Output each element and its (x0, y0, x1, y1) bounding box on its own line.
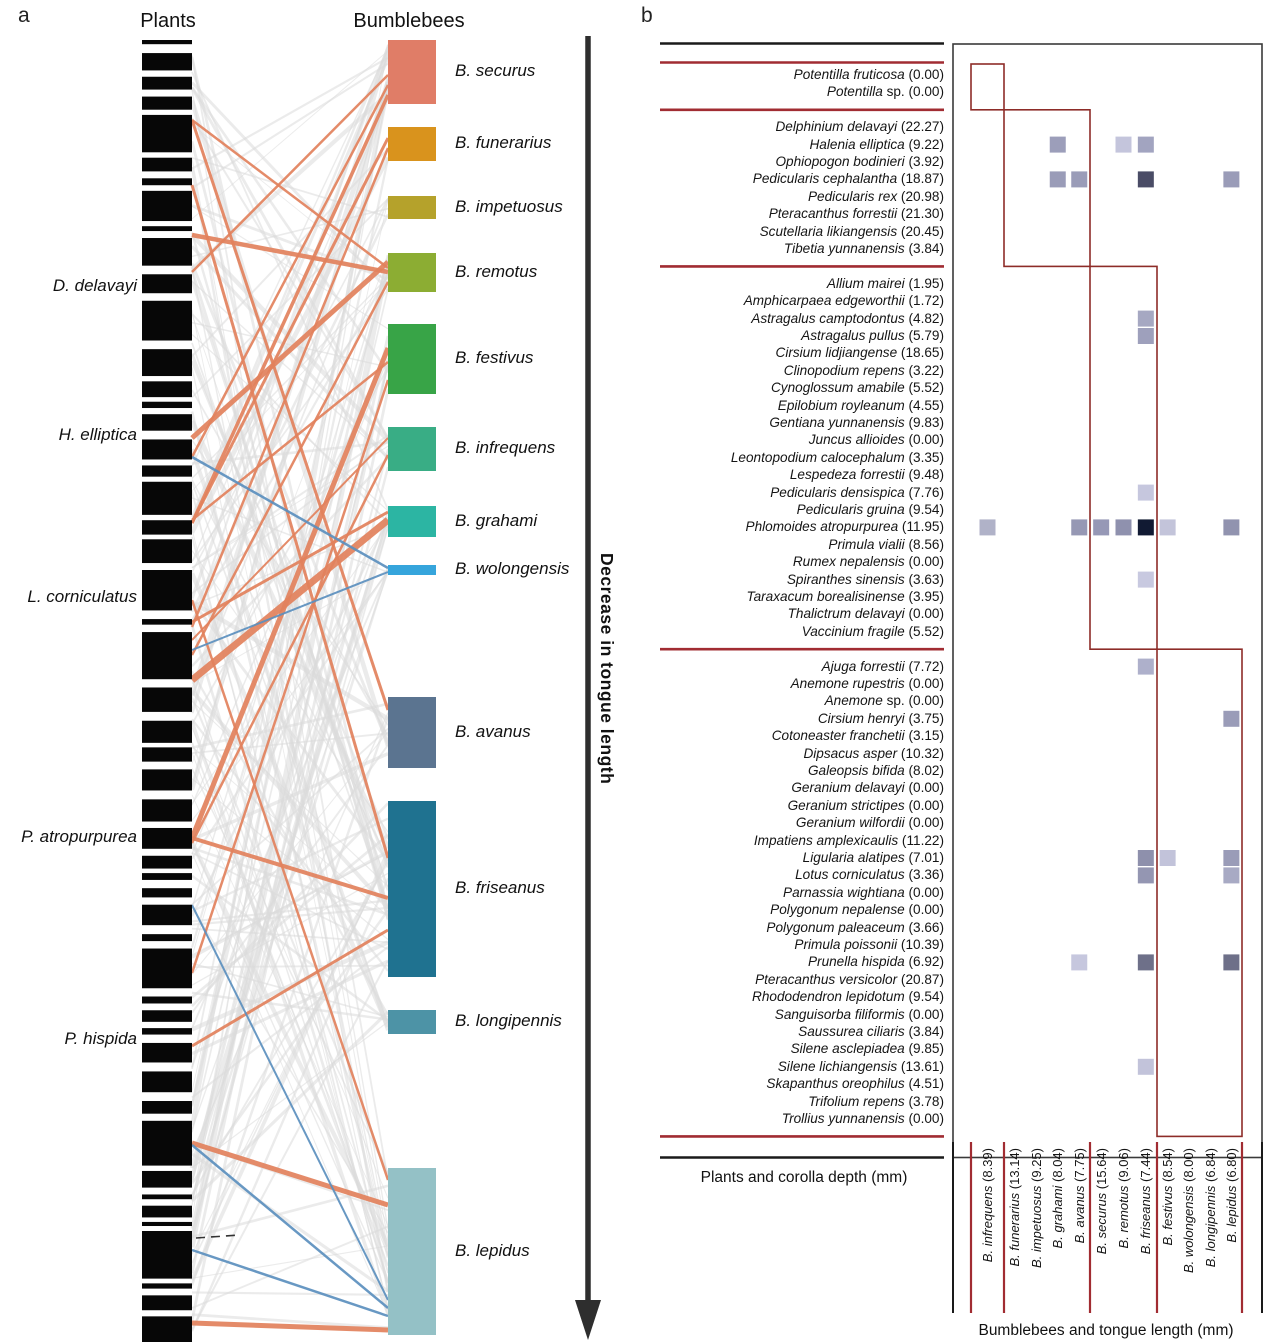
plants-axis-caption: Plants and corolla depth (mm) (700, 1169, 908, 1186)
plant-row-label: Juncus allioides (0.00) (808, 432, 944, 448)
plant-row-label: Rumex nepalensis (0.00) (792, 554, 944, 570)
plant-bar (142, 1071, 192, 1092)
plant-bar (142, 747, 192, 761)
bee-label: B. lepidus (455, 1240, 530, 1260)
plant-bar (142, 828, 192, 849)
matrix-cell (1138, 572, 1154, 588)
bee-label: B. festivus (455, 348, 534, 367)
plant-row-label: Polygonum nepalense (0.00) (770, 902, 944, 918)
bee-label: B. grahami (455, 510, 538, 530)
matrix-cell (1138, 954, 1154, 970)
plant-bar (142, 97, 192, 110)
bee-column-label: B. longipennis (6.84) (1202, 1148, 1218, 1268)
matrix-cell (1071, 519, 1087, 535)
plant-bar (142, 1010, 192, 1022)
matrix-cell (1138, 171, 1154, 187)
bee-node-1 (388, 127, 436, 161)
matrix-cell (1160, 519, 1176, 535)
bee-label: B. longipennis (455, 1011, 562, 1030)
bee-node-11 (388, 1168, 436, 1335)
plant-bar (142, 191, 192, 221)
plant-row-label: Pteracanthus forrestii (21.30) (768, 206, 944, 222)
plant-row-label: Pteracanthus versicolor (20.87) (755, 971, 944, 987)
plant-bar (142, 381, 192, 397)
bee-column-label: B. avanus (7.75) (1071, 1148, 1087, 1244)
matrix-cell (1138, 850, 1154, 866)
plant-row-label: Pedicularis densispica (7.76) (770, 484, 944, 500)
plant-bar (142, 349, 192, 376)
bee-node-4 (388, 324, 436, 394)
plant-row-label: Lotus corniculatus (3.36) (795, 867, 944, 883)
tongue-length-arrow-label: Decrease in tongue length (597, 553, 617, 785)
plant-bar (142, 1043, 192, 1063)
plants-header: Plants (140, 10, 196, 32)
plant-row-label: Pedicularis gruina (9.54) (796, 502, 944, 517)
matrix-cell (1223, 519, 1239, 535)
plant-bar (142, 226, 192, 231)
plant-bar (142, 115, 192, 152)
plant-row-label: Anemone sp. (0.00) (824, 693, 944, 709)
bee-label: B. friseanus (455, 878, 545, 897)
plant-row-label: Halenia elliptica (9.22) (809, 136, 944, 152)
plant-row-label: Trollius yunnanensis (0.00) (781, 1111, 944, 1126)
plant-row-label: Potentilla fruticosa (0.00) (793, 67, 944, 82)
matrix-cell (1160, 850, 1176, 866)
plant-bar (142, 178, 192, 185)
plant-row-label: Geranium wilfordii (0.00) (795, 815, 944, 831)
plant-bar (142, 721, 192, 743)
plant-bar (142, 1194, 192, 1199)
plant-row-label: Epilobium royleanum (4.55) (777, 397, 944, 413)
plant-bar (142, 1121, 192, 1166)
plant-row-label: Ajuga forrestii (7.72) (821, 658, 944, 674)
plant-bar (142, 1101, 192, 1114)
plant-row-label: Skapanthus oreophilus (4.51) (766, 1076, 944, 1092)
module-box (1004, 110, 1090, 267)
plant-row-label: Ligularia alatipes (7.01) (802, 850, 944, 865)
bee-label: B. avanus (455, 721, 531, 741)
plant-bar (142, 402, 192, 408)
bee-node-6 (388, 506, 436, 537)
plant-bar (142, 238, 192, 266)
bee-column-label: B. remotus (9.06) (1116, 1148, 1131, 1249)
plant-bar (142, 158, 192, 172)
plant-row-label: Cirsium henryi (3.75) (817, 710, 944, 726)
plant-row-label: Scutellaria likiangensis (20.45) (759, 223, 944, 239)
bee-node-10 (388, 1010, 436, 1034)
bee-node-9 (388, 801, 436, 977)
plant-bar (142, 1028, 192, 1034)
plant-row-label: Saussurea ciliaris (3.84) (798, 1024, 944, 1039)
plant-row-label: Geranium strictipes (0.00) (787, 797, 944, 813)
plant-axis-label: D. delavayi (52, 276, 137, 295)
plant-row-label: Impatiens amplexicaulis (11.22) (753, 832, 944, 848)
bee-node-8 (388, 697, 436, 768)
bumblebees-header: Bumblebees (353, 10, 465, 32)
plant-row-label: Delphinium delavayi (22.27) (775, 119, 944, 135)
bumblebees-axis-caption: Bumblebees and tongue length (mm) (978, 1322, 1234, 1339)
plant-bar (142, 1316, 192, 1342)
plant-bar (142, 301, 192, 341)
plant-row-label: Trifolium repens (3.78) (808, 1093, 944, 1109)
plant-row-label: Lespedeza forrestii (9.48) (789, 467, 944, 483)
plant-bar (142, 769, 192, 790)
matrix-cell (1223, 954, 1239, 970)
plant-bar (142, 1222, 192, 1226)
matrix-cell (1050, 171, 1066, 187)
plant-row-label: Cynoglossum amabile (5.52) (770, 380, 944, 396)
matrix-cell (1138, 659, 1154, 675)
bee-column-label: B. securus (15.64) (1093, 1148, 1109, 1255)
plant-row-label: Rhododendron lepidotum (9.54) (752, 989, 944, 1005)
plant-bar (142, 520, 192, 534)
bee-node-2 (388, 196, 436, 219)
panel-a-label: a (18, 4, 30, 27)
plant-row-label: Pedicularis rex (20.98) (807, 188, 944, 204)
bee-node-0 (388, 40, 436, 104)
bee-label: B. remotus (455, 261, 538, 281)
plant-bar (142, 856, 192, 869)
plant-bar (142, 888, 192, 897)
plant-bar (142, 619, 192, 625)
matrix-cell (1138, 485, 1154, 501)
plant-row-label: Taraxacum borealisinense (3.95) (746, 589, 944, 604)
plant-row-label: Parnassia wightiana (0.00) (783, 884, 944, 900)
plant-axis-label: H. elliptica (58, 425, 137, 444)
plant-row-label: Galeopsis bifida (8.02) (807, 763, 944, 778)
matrix-cell (1116, 519, 1132, 535)
plant-axis-label: P. hispida (64, 1029, 137, 1048)
bee-label: B. wolongensis (455, 559, 570, 578)
matrix-cell (1223, 171, 1239, 187)
plant-bar (142, 439, 192, 459)
bee-node-7 (388, 565, 436, 575)
plant-bar (142, 905, 192, 925)
plant-row-label: Clinopodium repens (3.22) (783, 362, 944, 378)
bee-column-label: B. lepidus (6.80) (1223, 1148, 1239, 1243)
bee-node-5 (388, 427, 436, 471)
bee-column-label: B. wolongensis (8.00) (1181, 1148, 1197, 1274)
plant-row-label: Phlomoides atropurpurea (11.95) (745, 519, 944, 535)
panel-b-label: b (641, 4, 653, 27)
matrix-cell (1138, 867, 1154, 883)
matrix-cell (980, 519, 996, 535)
matrix-cell (1223, 850, 1239, 866)
plant-bar (142, 539, 192, 563)
plant-row-label: Leontopodium calocephalum (3.35) (730, 449, 944, 465)
module-box (971, 64, 1004, 110)
plant-bar (142, 949, 192, 989)
plant-row-label: Gentiana yunnanensis (9.83) (769, 415, 944, 430)
matrix-cell (1223, 711, 1239, 727)
matrix-cell (1071, 954, 1087, 970)
matrix-cell (1138, 137, 1154, 153)
plant-row-label: Spiranthes sinensis (3.63) (786, 571, 944, 587)
plant-bar (142, 77, 192, 90)
plant-row-label: Cotoneaster franchetii (3.15) (771, 728, 944, 744)
bee-column-label: B. funerarius (13.14) (1007, 1148, 1023, 1267)
matrix-cell (1138, 311, 1154, 327)
plant-bar (142, 482, 192, 515)
plant-row-label: Pedicularis cephalantha (18.87) (752, 171, 944, 187)
matrix-cell (1138, 519, 1154, 535)
bee-column-label: B. festivus (8.54) (1160, 1148, 1176, 1246)
bee-label: B. infrequens (455, 438, 556, 457)
matrix-outer-box (953, 44, 1262, 1158)
matrix-cell (1138, 1059, 1154, 1075)
plant-axis-label: P. atropurpurea (21, 827, 137, 846)
plant-bar (142, 465, 192, 476)
plant-row-label: Astragalus pullus (5.79) (801, 328, 944, 343)
plant-row-label: Anemone rupestris (0.00) (790, 676, 944, 691)
plant-bar (142, 414, 192, 430)
plant-row-label: Ophiopogon bodinieri (3.92) (775, 154, 944, 169)
plant-bar (142, 799, 192, 821)
plant-bar (142, 1295, 192, 1310)
bee-column-label: B. friseanus (7.44) (1138, 1148, 1154, 1255)
plant-axis-label: L. corniculatus (27, 587, 137, 606)
bee-label: B. impetuosus (455, 196, 563, 216)
plant-bar (142, 40, 192, 44)
plant-bar (142, 1206, 192, 1218)
plant-bar (142, 632, 192, 679)
matrix-cell (1093, 519, 1109, 535)
matrix-cell (1050, 137, 1066, 153)
matrix-cell (1138, 328, 1154, 344)
plant-row-label: Prunella hispida (6.92) (807, 954, 944, 970)
plant-row-label: Primula vialii (8.56) (828, 536, 944, 552)
plant-row-label: Sanguisorba filiformis (0.00) (774, 1006, 944, 1022)
plant-row-label: Geranium delavayi (0.00) (791, 780, 944, 796)
plant-bar (142, 1283, 192, 1288)
plant-row-label: Amphicarpaea edgeworthii (1.72) (743, 293, 944, 309)
plant-bar (142, 996, 192, 1003)
bee-label: B. securus (455, 61, 536, 80)
plant-row-label: Potentilla sp. (0.00) (826, 84, 944, 100)
plant-row-label: Cirsium lidjiangense (18.65) (775, 345, 944, 361)
plant-row-label: Primula poissonii (10.39) (794, 937, 944, 952)
matrix-cell (1116, 137, 1132, 153)
bee-node-3 (388, 253, 436, 292)
plant-bar (142, 53, 192, 70)
plant-bar (142, 873, 192, 880)
plant-row-label: Astragalus camptodontus (4.82) (751, 310, 944, 326)
plant-row-label: Polygonum paleaceum (3.66) (766, 919, 944, 935)
plant-bar (142, 934, 192, 941)
decrease-arrow (575, 1300, 601, 1340)
plant-row-label: Silene asclepiadea (9.85) (790, 1041, 944, 1057)
matrix-cell (1223, 867, 1239, 883)
plant-row-label: Silene lichiangensis (13.61) (777, 1058, 944, 1074)
plant-bar (142, 274, 192, 293)
plant-row-label: Vaccinium fragile (5.52) (801, 623, 944, 639)
plant-row-label: Thalictrum delavayi (0.00) (787, 606, 944, 622)
plant-bar (142, 687, 192, 711)
plant-row-label: Tibetia yunnanensis (3.84) (783, 241, 944, 256)
bee-label: B. funerarius (455, 133, 552, 152)
bee-column-label: B. infrequens (8.39) (980, 1148, 995, 1263)
plant-row-label: Allium mairei (1.95) (826, 275, 944, 291)
bee-column-label: B. impetuosus (9.25) (1028, 1148, 1044, 1268)
plant-bar (142, 1171, 192, 1188)
plant-bar (142, 1231, 192, 1279)
matrix-cell (1071, 171, 1087, 187)
bee-column-label: B. grahami (8.04) (1050, 1148, 1066, 1249)
plant-bar (142, 570, 192, 610)
plant-row-label: Dipsacus asper (10.32) (803, 745, 944, 761)
